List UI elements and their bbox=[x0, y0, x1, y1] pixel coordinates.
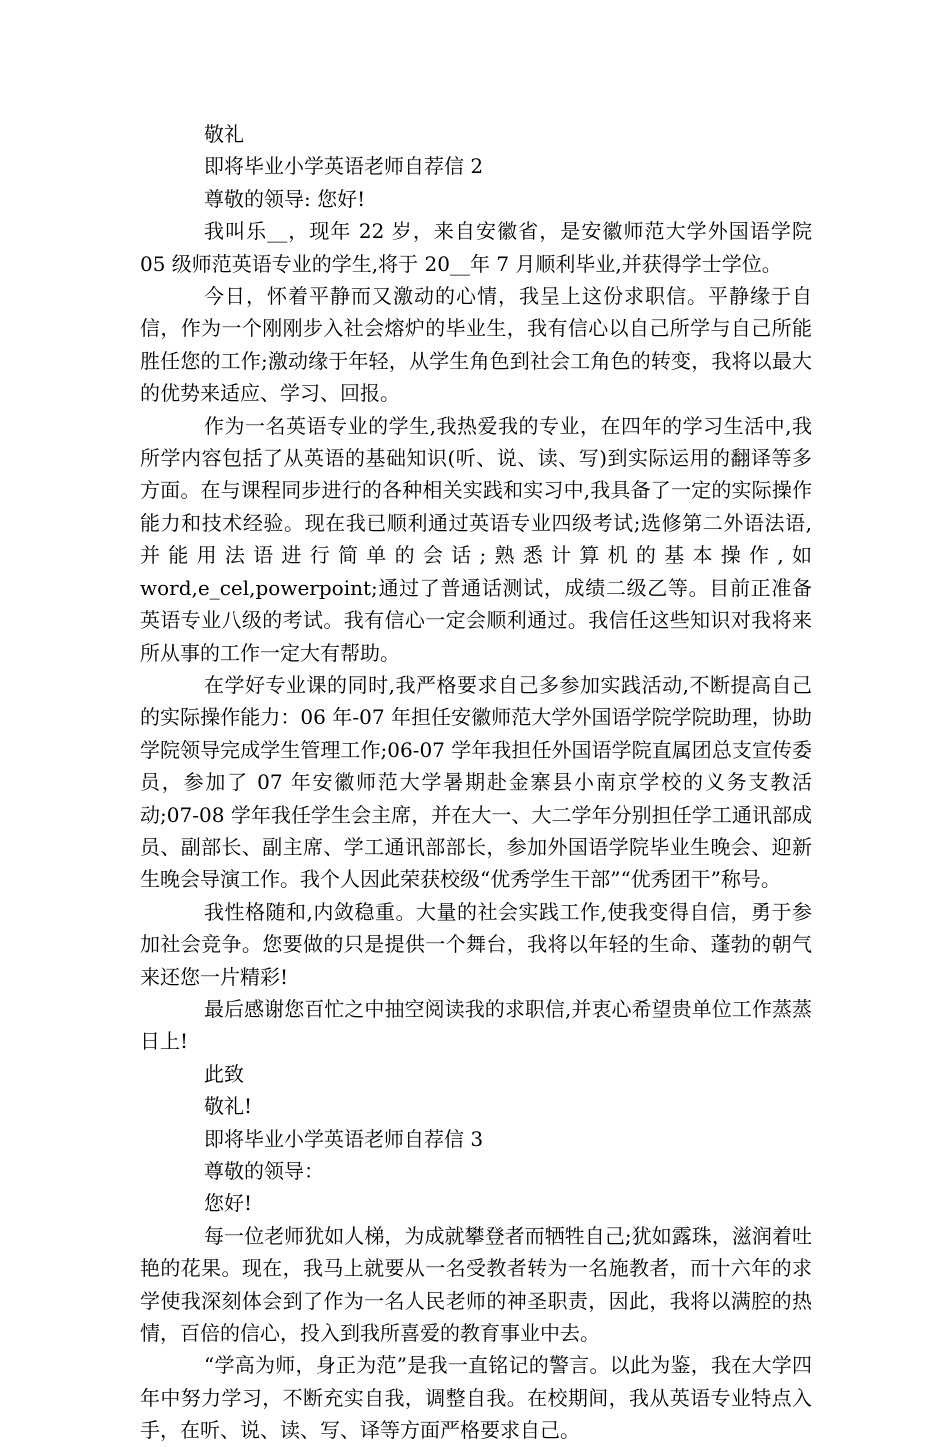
paragraph-letter-3-intro: 每一位老师犹如人梯，为成就攀登者而牺牲自己;犹如露珠，滋润着吐艳的花果。现在，我马上就要从一名受教者转为一名施教者，而十六年的求学使我深刻体会到了作为一名人民老师的神圣职责，因此，我将以满腔的热情，百倍的信心，投入到我所喜爱的教育事业中去。 bbox=[140, 1223, 812, 1346]
paragraph-letter-3-motto: “学高为师，身正为范”是我一直铭记的警言。以此为鉴，我在大学四年中努力学习，不断充实自我，调整自我。在校期间，我从英语专业特点入手，在听、说、读、写、译等方面严格要求自己。 bbox=[140, 1353, 812, 1443]
paragraph-closing-salute: 敬礼 bbox=[204, 122, 244, 146]
paragraph-letter-2-thanks: 最后感谢您百忙之中抽空阅读我的求职信,并衷心希望贵单位工作蒸蒸日上! bbox=[140, 996, 812, 1054]
paragraph-letter-3-title: 即将毕业小学英语老师自荐信 3 bbox=[204, 1126, 484, 1151]
paragraph-letter-2-salute: 敬礼! bbox=[204, 1094, 253, 1119]
paragraph-letter-3-hello: 您好! bbox=[204, 1191, 253, 1216]
paragraph-letter-2-activities: 在学好专业课的同时,我严格要求自己多参加实践活动,不断提高自己的实际操作能力：06 年-07 年担任安徽师范大学外国语学院学院助理，协助学院领导完成学生管理工作;06-07 学年我担任外国语学院直属团总支宣传委员，参加了 07 年安徽师范大学暑期赴金寨县小南京学校的义务支教活动;07-08 学年我任学生会主席，并在大一、大二学年分别担任学工通讯部成员、副部长、副主席、学工通讯部部长，参加外国语学院毕业生晚会、迎新生晚会导演工作。我个人因此荣获校级“优秀学生干部”“优秀团干”称号。 bbox=[140, 672, 812, 892]
paragraph-letter-2-title: 即将毕业小学英语老师自荐信 2 bbox=[204, 154, 484, 179]
paragraph-letter-2-cizhi: 此致 bbox=[204, 1061, 244, 1086]
paragraph-letter-2-studies: 作为一名英语专业的学生,我热爱我的专业，在四年的学习生活中,我所学内容包括了从英语的基础知识(听、说、读、写)到实际运用的翻译等多方面。在与课程同步进行的各种相关实践和实习中,我具备了一定的实际操作能力和技术经验。现在我已顺利通过英语专业四级考试;选修第二外语法语,并能用法语进行简单的会话;熟悉计算机的基本操作,如 word,e_cel,powerpoint;通过了普通话测试，成绩二级乙等。目前正准备英语专业八级的考试。我有信心一定会顺利通过。我信任这些知识对我将来所从事的工作一定大有帮助。 bbox=[140, 413, 812, 665]
paragraph-letter-2-personality: 我性格随和,内敛稳重。大量的社会实践工作,使我变得自信，勇于参加社会竞争。您要做的只是提供一个舞台，我将以年轻的生命、蓬勃的朝气来还您一片精彩! bbox=[140, 899, 812, 989]
document-body bbox=[140, 118, 812, 1447]
paragraph-letter-3-greeting: 尊敬的领导： bbox=[204, 1159, 324, 1183]
paragraph-letter-2-greeting: 尊敬的领导: 您好! bbox=[204, 186, 366, 211]
paragraph-letter-2-intro: 我叫乐__，现年 22 岁，来自安徽省，是安徽师范大学外国语学院 05 级师范英语专业的学生,将于 20__年 7 月顺利毕业,并获得学士学位。 bbox=[140, 219, 812, 276]
paragraph-letter-2-motivation: 今日，怀着平静而又激动的心情，我呈上这份求职信。平静缘于自信，作为一个刚刚步入社会熔炉的毕业生，我有信心以自己所学与自己所能胜任您的工作;激动缘于年轻，从学生角色到社会工角色的转变，我将以最大的优势来适应、学习、回报。 bbox=[140, 284, 812, 406]
